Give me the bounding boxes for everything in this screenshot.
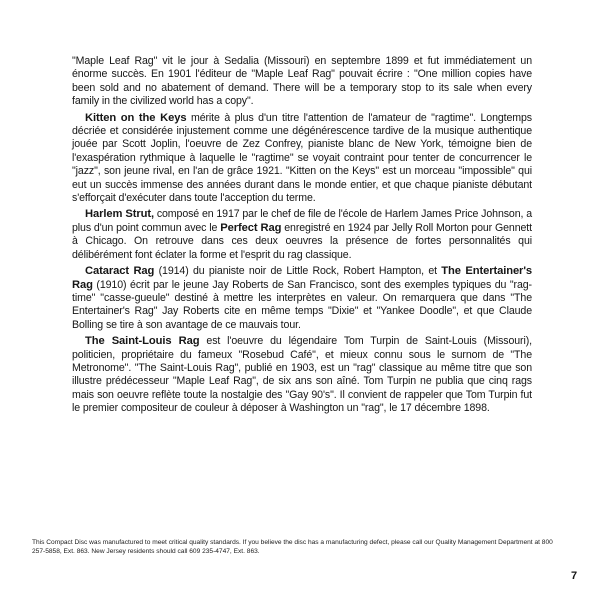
paragraph-text: mérite à plus d'un titre l'attention de l'amateur de "ragtime". Longtemps décriée et considérée injustement comme une dégénérescence tardive de la musique authentique jouée par Scott Joplin, l'oeuvre de Zez Confrey, pianiste blanc de New York, témoigne bien de l'exaspération rythmique à laquelle le "ragtime" se voyait contraint pour tenter de concurrencer le "jazz", son jeune rival, en l'an de grâce 1921. "Kitten on the Keys" est un morceau "impossible" qui eut un succès immense des années durant dans le monde entier, et que chaque pianiste débutant s'efforçait d'exécuter dans toute l'acception du terme. [72, 111, 533, 205]
paragraph-text: (1910) écrit par le jeune Jay Roberts de San Francisco, sont des exemples typiques du "rag-time" "casse-gueule" destiné à mettre les interprètes en valeur. On remarquera que dans "The Entertainer's Rag" Jay Roberts cite en même temps "Dixie" et "Yankee Doodle", et que Claude Bolling se tire à son avantage de ce mauvais tour. [72, 278, 532, 331]
paragraph-text: "Maple Leaf Rag" vit le jour à Sedalia (Missouri) en septembre 1899 et fut immédiatement un énorme succès. En 1901 l'éditeur de "Maple Leaf Rag" pouvait écrire : "One million copies have been sold and no abatement of demand. There will be a temporary stop to its sale when every family in the civilized world has a copy". [72, 55, 532, 108]
piece-title: The Saint-Louis Rag [85, 335, 200, 348]
paragraph-text: est l'oeuvre du légendaire Tom Turpin de Saint-Louis (Missouri), politicien, propriétaire du fameux "Rosebud Café", et mieux connu sous le surnom de "The Metronome". "The Saint-Louis Rag", publié en 1903, est un "rag" classique au même titre que son illustre prédécesseur "Maple Leaf Rag", de six ans son aîné. Tom Turpin ne publia que cinq rags mais son oeuvre reflète toute la nostalgie des "Gay 90's". Il convient de rappeler que Tom Turpin fut le premier compositeur de couleur à déposer à Washington un "rag", le 17 décembre 1898. [72, 335, 532, 415]
page-number: 7 [571, 570, 578, 582]
piece-title: Harlem Strut, [85, 208, 154, 221]
paragraph-kitten-on-the-keys [72, 112, 532, 206]
paragraph-maple-leaf-rag [72, 55, 532, 109]
paragraph-harlem-strut [72, 208, 532, 262]
article-body [72, 55, 532, 419]
piece-title: Cataract Rag [85, 265, 155, 278]
piece-title: Kitten on the Keys [85, 111, 187, 124]
quality-notice: This Compact Disc was manufactured to meet critical quality standards. If you believe the disc has a manufacturing defect, please call our Quality Management Department at 800 257-5858, Ext. 863. New Jersey residents should call 609 235-4747, Ext. 863. [32, 539, 553, 555]
paragraph-text: (1914) du pianiste noir de Little Rock, Robert Hampton, et [154, 265, 442, 278]
paragraph-text: enregistré en 1924 par Jelly Roll Morton pour Gennett à Chicago. On retrouve dans ces deux oeuvres la présence de fortes personnalités qui délibérément font éclater la forme et l'esprit du rag classique. [72, 221, 532, 261]
paragraph-cataract-rag [72, 265, 532, 332]
piece-title: The Entertainer's Rag [72, 265, 532, 291]
piece-title: Perfect Rag [220, 221, 282, 234]
paragraph-text: composé en 1917 par le chef de file de l'école de Harlem James Price Johnson, a plus d'un point commun avec le [72, 208, 532, 234]
paragraph-saint-louis-rag [72, 335, 532, 415]
